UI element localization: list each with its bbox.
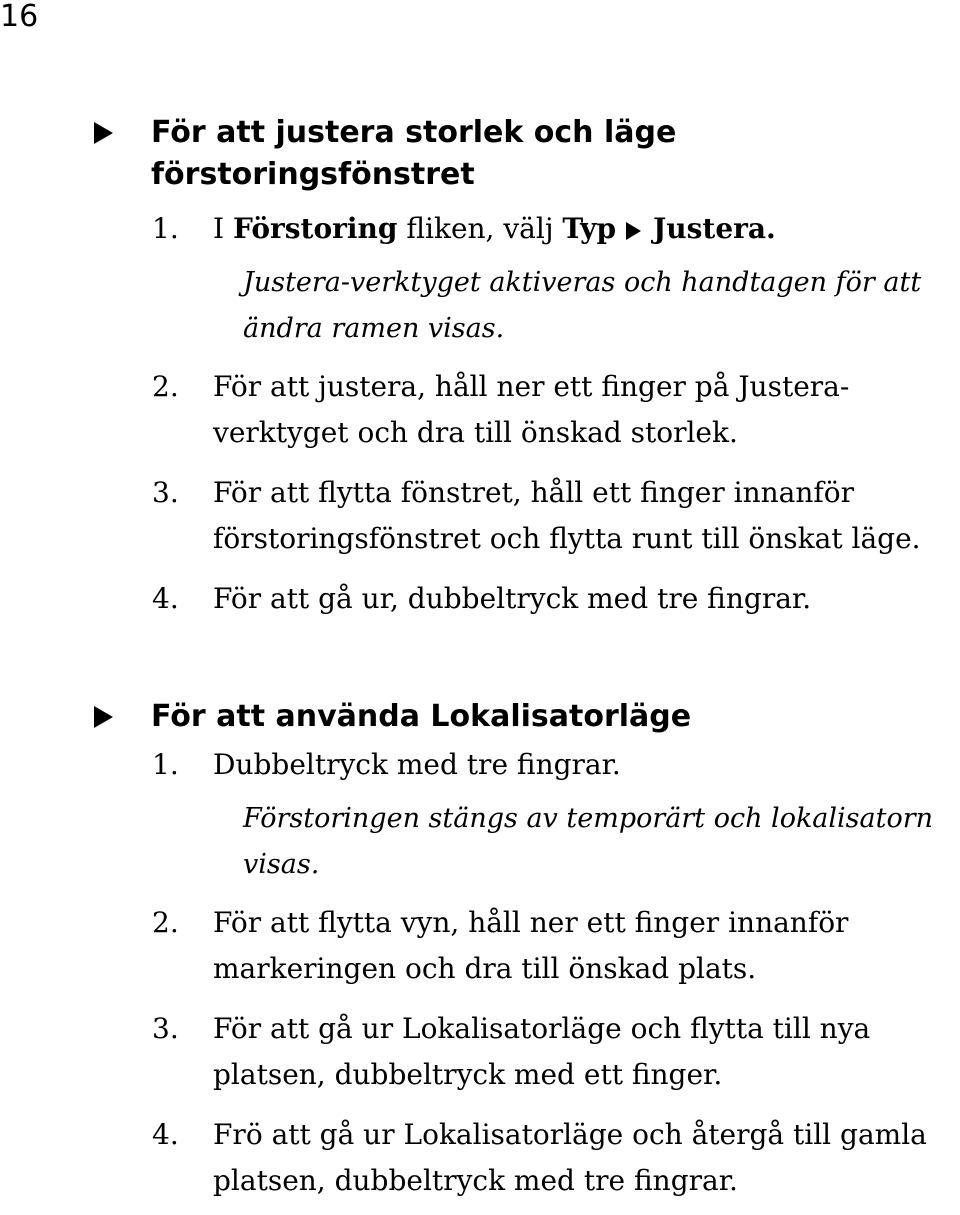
step-number: 1.: [152, 748, 179, 781]
page-number: 16: [0, 0, 39, 34]
step-line: platsen, dubbeltryck med ett finger.: [213, 1058, 723, 1091]
step-3: [94, 1006, 954, 1098]
step-3: [94, 470, 954, 562]
step-number: 2.: [152, 906, 179, 939]
menu-arrow-icon: [626, 222, 641, 240]
triangle-bullet-icon: [94, 122, 113, 144]
section-locator-mode: [94, 696, 954, 1204]
note-line: visas.: [243, 849, 320, 880]
step-line: förstoringsfönstret och flytta runt till önskat läge.: [213, 522, 921, 555]
step-number: 4.: [152, 1118, 179, 1151]
step-2: [94, 900, 954, 992]
menu-item-name: Justera.: [653, 212, 776, 245]
step-text: fliken, välj: [406, 212, 554, 245]
section-adjust-window: [94, 112, 954, 622]
note-line: Justera-verktyget aktiveras och handtagen för att: [243, 267, 922, 298]
step-line: Dubbeltryck med tre fingrar.: [213, 748, 621, 781]
step-1: [94, 742, 954, 788]
section-heading: [94, 112, 954, 196]
step-number: 4.: [152, 582, 179, 615]
step-note: [94, 260, 954, 352]
step-line: För att justera, håll ner ett finger på Justera-: [213, 370, 850, 403]
note-line: ändra ramen visas.: [243, 313, 505, 344]
step-number: 3.: [152, 476, 179, 509]
step-line: För att gå ur Lokalisatorläge och flytta till nya: [213, 1012, 871, 1045]
note-line: Förstoringen stängs av temporärt och lokalisatorn: [243, 803, 934, 834]
step-1: [94, 206, 954, 252]
step-note: [94, 796, 954, 888]
step-text: I: [213, 212, 225, 245]
step-line: verktyget och dra till önskad storlek.: [213, 416, 738, 449]
tab-name: Förstoring: [232, 212, 398, 245]
step-line: markeringen och dra till önskad plats.: [213, 952, 757, 985]
step-number: 2.: [152, 370, 179, 403]
step-line: För att gå ur, dubbeltryck med tre fingrar.: [213, 582, 812, 615]
step-line: För att flytta vyn, håll ner ett finger innanför: [213, 906, 849, 939]
step-4: [94, 1112, 954, 1204]
step-number: 1.: [152, 212, 179, 245]
heading-line: förstoringsfönstret: [151, 157, 475, 192]
step-line: Frö att gå ur Lokalisatorläge och återgå till gamla: [213, 1118, 927, 1151]
triangle-bullet-icon: [94, 706, 113, 728]
menu-name: Typ: [562, 212, 617, 245]
section-heading: [94, 696, 954, 738]
step-2: [94, 364, 954, 456]
step-line: platsen, dubbeltryck med tre fingrar.: [213, 1164, 738, 1197]
step-4: [94, 576, 954, 622]
step-line: För att flytta fönstret, håll ett finger innanför: [213, 476, 854, 509]
step-number: 3.: [152, 1012, 179, 1045]
heading-line: För att använda Lokalisatorläge: [151, 699, 692, 734]
heading-line: För att justera storlek och läge: [151, 115, 677, 150]
